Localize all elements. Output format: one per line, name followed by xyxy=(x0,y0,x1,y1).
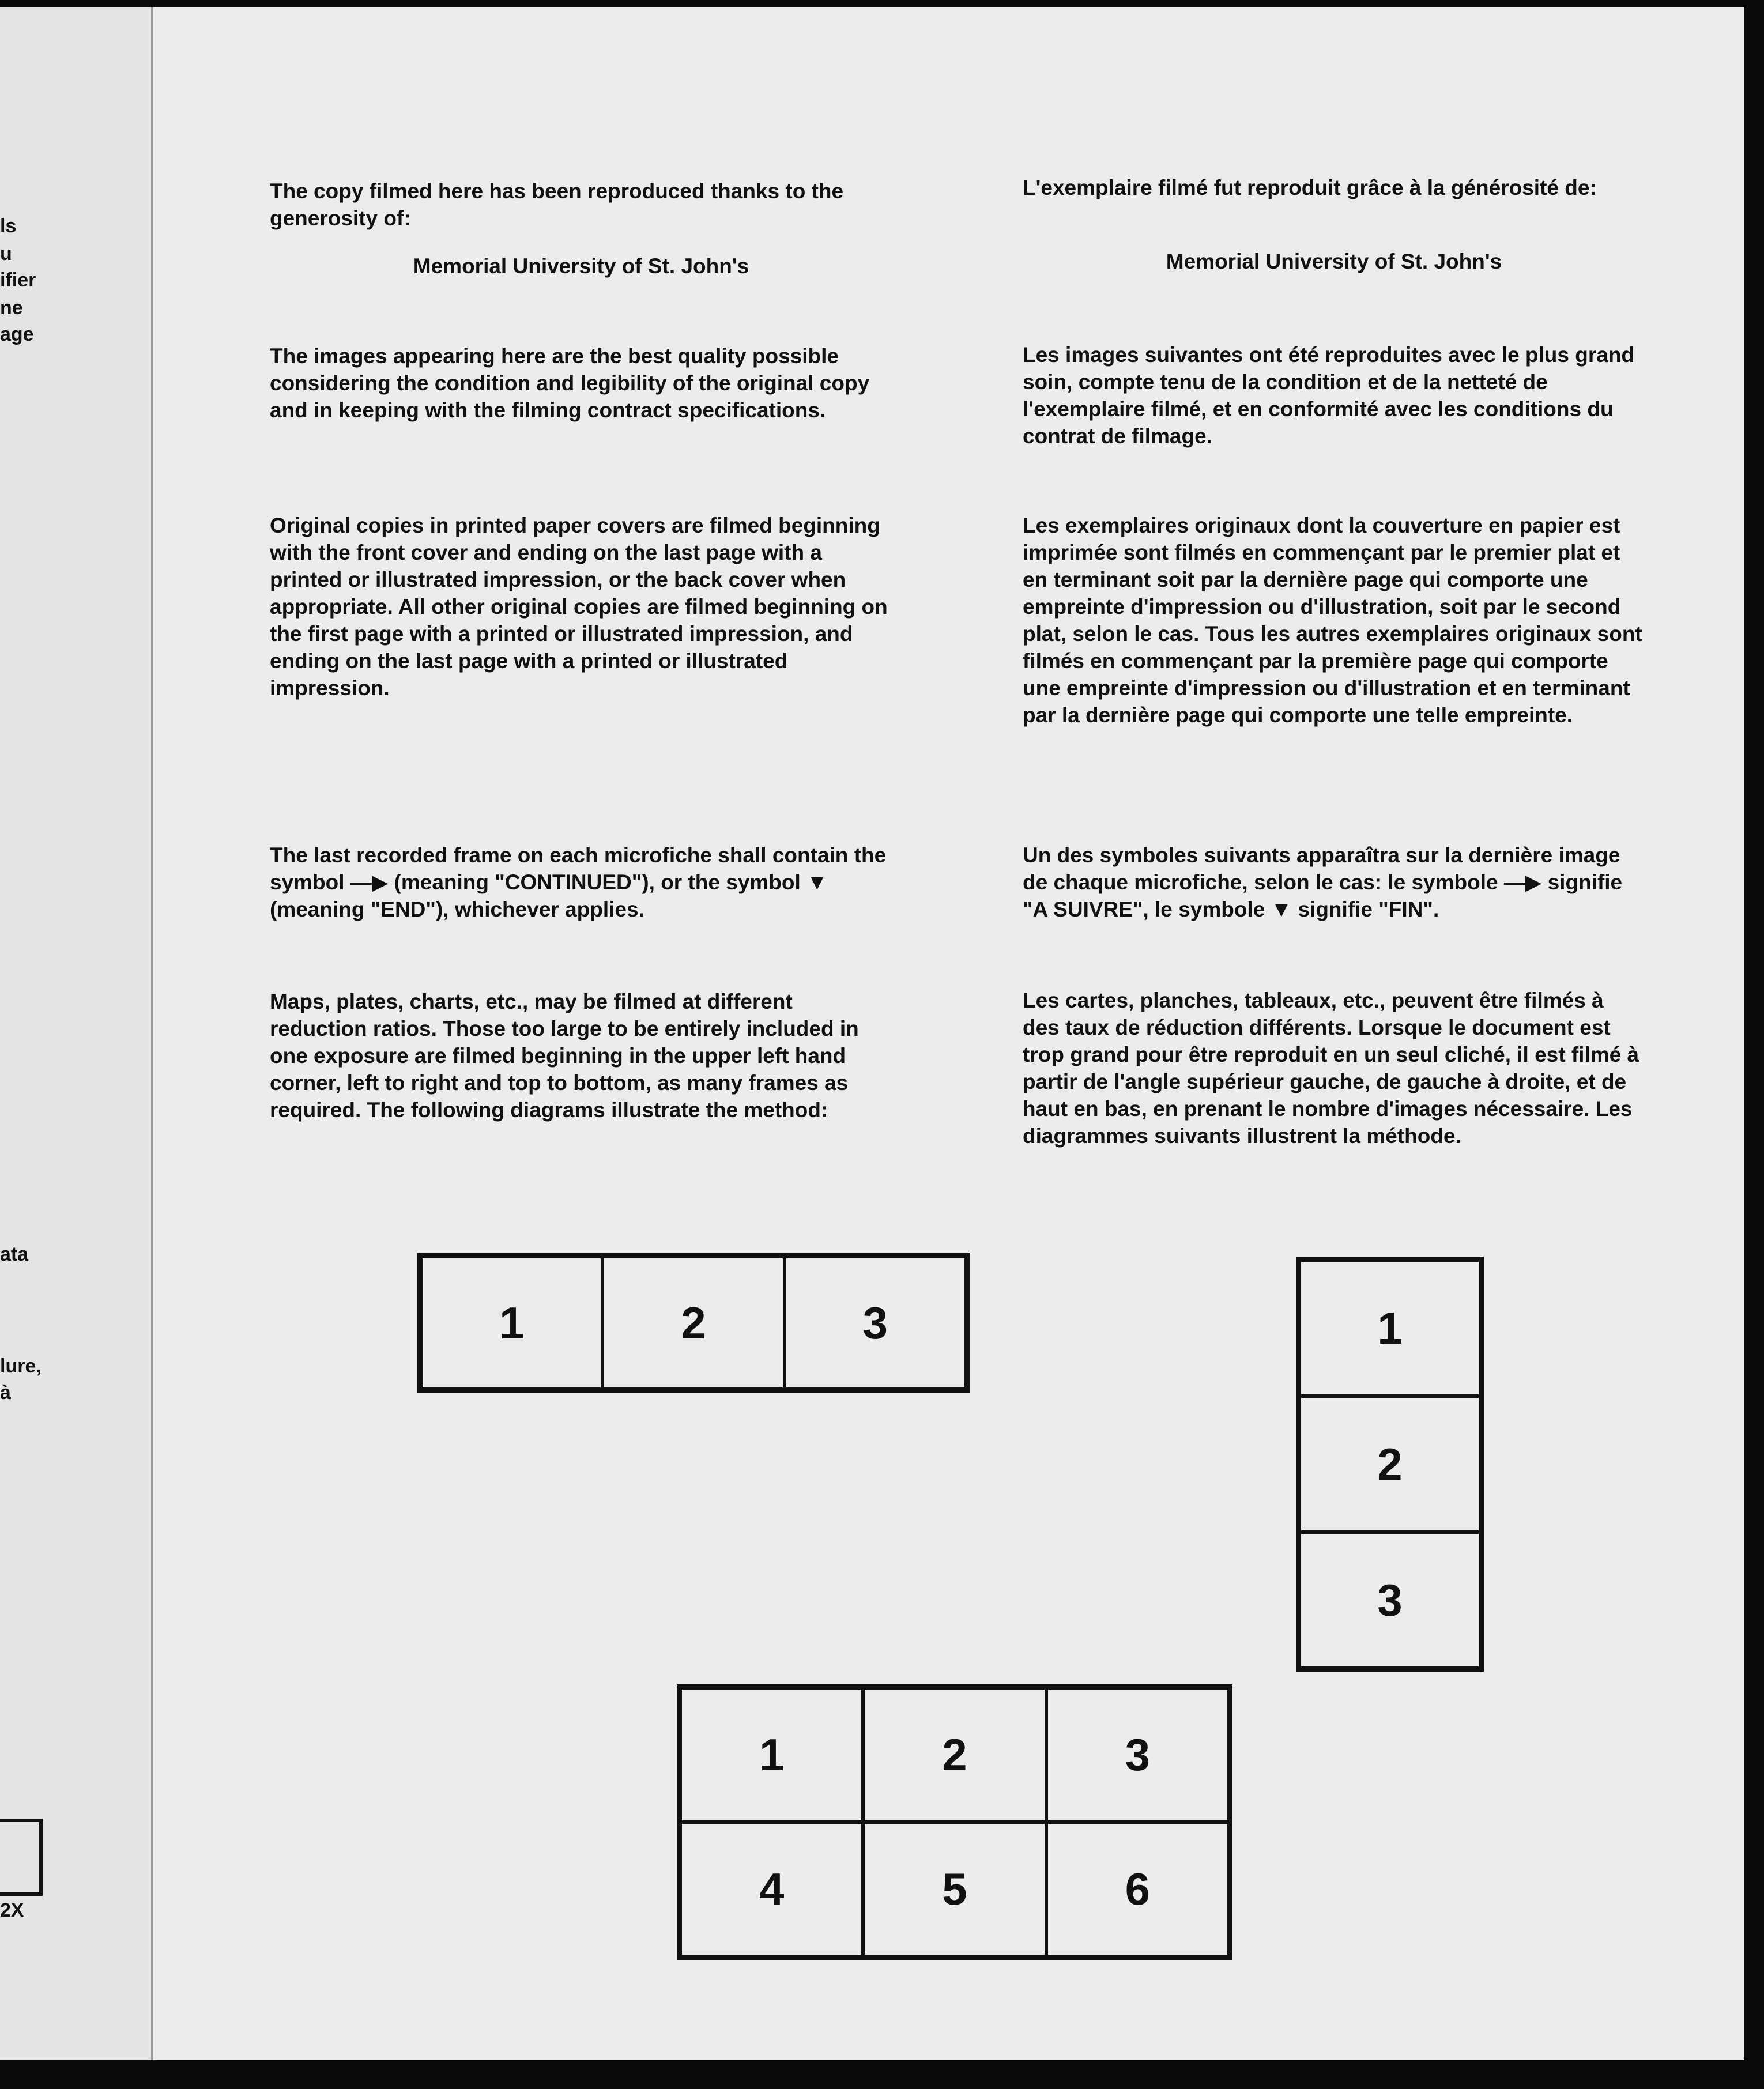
french-maps-paragraph: Les cartes, planches, tableaux, etc., peuvent être filmés à des taux de réduction différents. Lorsque le document est trop grand pour être reproduit en un seul cliché, il est filmé à partir de l'angle supérieur gauche, de gauche à droite, et de haut en bas, en prenant le nombre d'images nécessaire. Les diagrammes suivants illustrent la méthode. xyxy=(1023,989,1639,1148)
english-quality-paragraph: The images appearing here are the best quality possible considering the condition and legibility of the original copy and in keeping with the filming contract specifications. xyxy=(270,344,870,422)
scan-border-bottom xyxy=(0,2060,1764,2089)
left-fragment: à xyxy=(0,1382,11,1404)
english-maps-paragraph: Maps, plates, charts, etc., may be filmed at different reduction ratios. Those too large to be entirely included in one exposure are filmed beginning in the upper left hand corner, left to right and top to bottom, as many frames as required. The following diagrams illustrate the method: xyxy=(270,990,859,1122)
left-fragment: 2X xyxy=(0,1899,24,1921)
frame-cell: 6 xyxy=(1046,1822,1229,1956)
english-symbols-paragraph: The last recorded frame on each microfiche shall contain the symbol —▶ (meaning "CONTINUED"), or the symbol ▼ (meaning "END"), whichever applies. xyxy=(270,843,887,921)
horizontal-frames-diagram xyxy=(417,1253,970,1393)
scan-border-right xyxy=(1744,0,1764,2089)
page-fold-line xyxy=(151,0,153,2064)
english-institution: Memorial University of St. John's xyxy=(413,254,749,278)
left-fragment: u xyxy=(0,243,12,265)
french-covers-paragraph: Les exemplaires originaux dont la couverture en papier est imprimée sont filmés en commençant par le premier plat et en terminant soit par la dernière page qui comporte une empreinte d'impression ou d'illustration, soit par le second plat, selon le cas. Tous les autres exemplaires originaux sont filmés en commençant par la première page qui comporte une empreinte d'impression ou d'illustration et en terminant par la dernière page qui comporte une telle empreinte. xyxy=(1023,514,1642,727)
frame-cell: 1 xyxy=(1299,1260,1480,1396)
left-fragment-box xyxy=(0,1819,43,1896)
french-quality-paragraph: Les images suivantes ont été reproduites avec le plus grand soin, compte tenu de la condition et de la netteté de l'exemplaire filmé, et en conformité avec les conditions du contrat de filmage. xyxy=(1023,343,1635,448)
french-thanks-intro: L'exemplaire filmé fut reproduit grâce à la générosité de: xyxy=(1023,176,1597,199)
english-covers-paragraph: Original copies in printed paper covers are filmed beginning with the front cover and ending on the last page with a printed or illustrated impression, or the back cover when appropriate. All other original copies are filmed beginning on the first page with a printed or illustrated impression, and ending on the last page with a printed or illustrated impression. xyxy=(270,514,888,700)
frame-cell: 4 xyxy=(680,1822,863,1956)
left-fragment: lure, xyxy=(0,1355,42,1377)
french-institution: Memorial University of St. John's xyxy=(1166,250,1502,273)
scan-border-top xyxy=(0,0,1764,7)
french-thanks xyxy=(1023,174,1645,201)
frame-cell: 3 xyxy=(1299,1532,1480,1668)
frame-cell: 1 xyxy=(421,1257,602,1389)
vertical-frames-diagram xyxy=(1296,1257,1484,1672)
frame-cell: 3 xyxy=(785,1257,966,1389)
left-fragment: ls xyxy=(0,215,17,237)
frame-cell: 2 xyxy=(602,1257,784,1389)
left-fragment: age xyxy=(0,323,34,345)
frame-cell: 1 xyxy=(680,1688,863,1822)
left-fragment: ifier xyxy=(0,269,36,291)
english-thanks xyxy=(270,178,892,232)
frame-cell: 3 xyxy=(1046,1688,1229,1822)
english-thanks-intro: The copy filmed here has been reproduced thanks to the generosity of: xyxy=(270,179,844,230)
left-fragment: ne xyxy=(0,297,23,319)
frame-cell: 2 xyxy=(1299,1396,1480,1532)
grid-frames-diagram xyxy=(677,1684,1232,1960)
left-fragment: ata xyxy=(0,1243,29,1265)
french-symbols-paragraph: Un des symboles suivants apparaîtra sur la dernière image de chaque microfiche, selon le cas: le symbole —▶ signifie "A SUIVRE", le symbole ▼ signifie "FIN". xyxy=(1023,843,1623,921)
frame-cell: 5 xyxy=(863,1822,1046,1956)
frame-cell: 2 xyxy=(863,1688,1046,1822)
